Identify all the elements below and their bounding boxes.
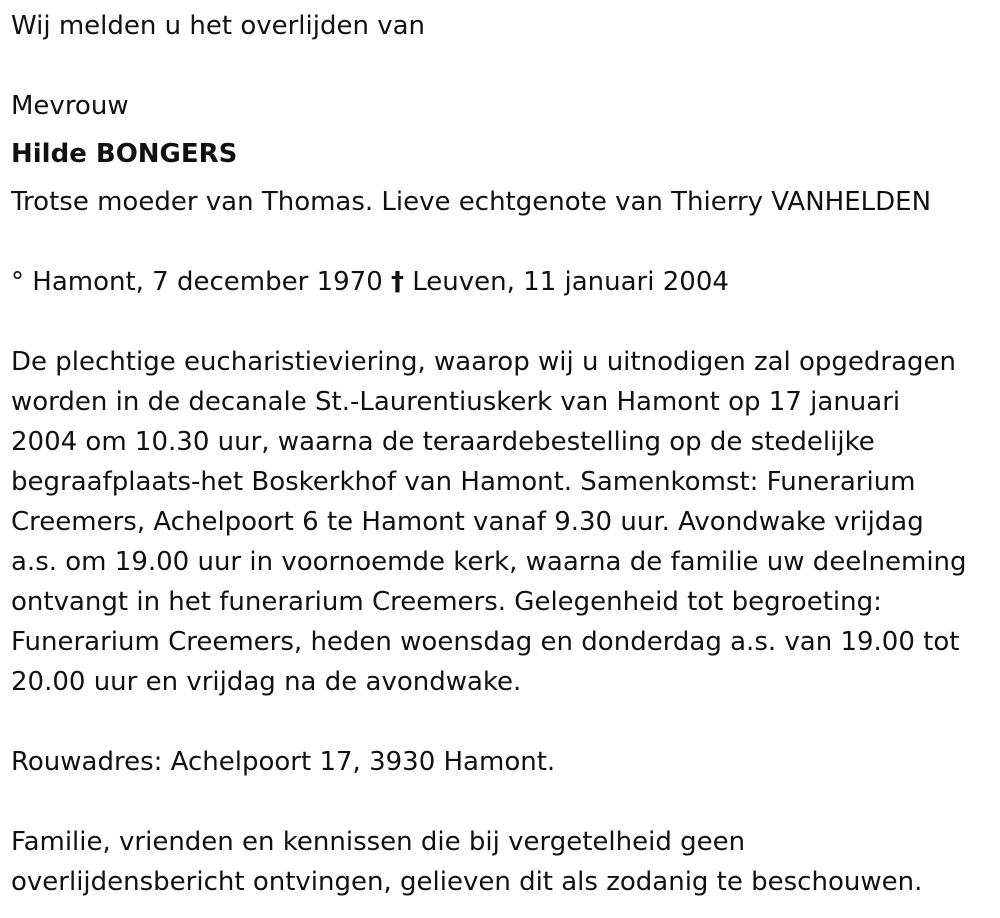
death-info: Leuven, 11 januari 2004 — [412, 267, 729, 297]
ceremony-line: a.s. om 19.00 uur in voornoemde kerk, waarna de familie uw deelneming — [11, 547, 967, 577]
cross-icon: † — [391, 267, 404, 297]
ceremony-line: Funerarium Creemers, heden woensdag en donderdag a.s. van 19.00 tot — [11, 627, 960, 657]
ceremony-line: De plechtige eucharistieviering, waarop wij u uitnodigen zal opgedragen — [11, 347, 957, 377]
intro-text: Wij melden u het overlijden van — [11, 11, 426, 41]
honorific: Mevrouw — [11, 91, 129, 121]
death-notice — [11, 6, 996, 902]
ceremony-line: Creemers, Achelpoort 6 te Hamont vanaf 9.30 uur. Avondwake vrijdag — [11, 507, 924, 537]
birth-info: ° Hamont, 7 december 1970 — [11, 267, 383, 297]
ceremony-line: 20.00 uur en vrijdag na de avondwake. — [11, 667, 522, 697]
closing-line: overlijdensbericht ontvingen, gelieven dit als zodanig te beschouwen. — [11, 867, 923, 897]
deceased-name: Hilde BONGERS — [11, 139, 238, 169]
ceremony-line: begraafplaats-het Boskerkhof van Hamont. Samenkomst: Funerarium — [11, 467, 916, 497]
life-dates — [11, 262, 996, 302]
relations-text: Trotse moeder van Thomas. Lieve echtgenote van Thierry VANHELDEN — [11, 187, 932, 217]
ceremony-line: worden in de decanale St.-Laurentiuskerk van Hamont op 17 januari — [11, 387, 901, 417]
ceremony-paragraph — [11, 342, 996, 702]
mourning-address: Rouwadres: Achelpoort 17, 3930 Hamont. — [11, 747, 556, 777]
ceremony-line: ontvangt in het funerarium Creemers. Gelegenheid tot begroeting: — [11, 587, 882, 617]
closing-line: Familie, vrienden en kennissen die bij vergetelheid geen — [11, 827, 746, 857]
closing-paragraph — [11, 822, 996, 902]
ceremony-line: 2004 om 10.30 uur, waarna de teraardebestelling op de stedelijke — [11, 427, 875, 457]
